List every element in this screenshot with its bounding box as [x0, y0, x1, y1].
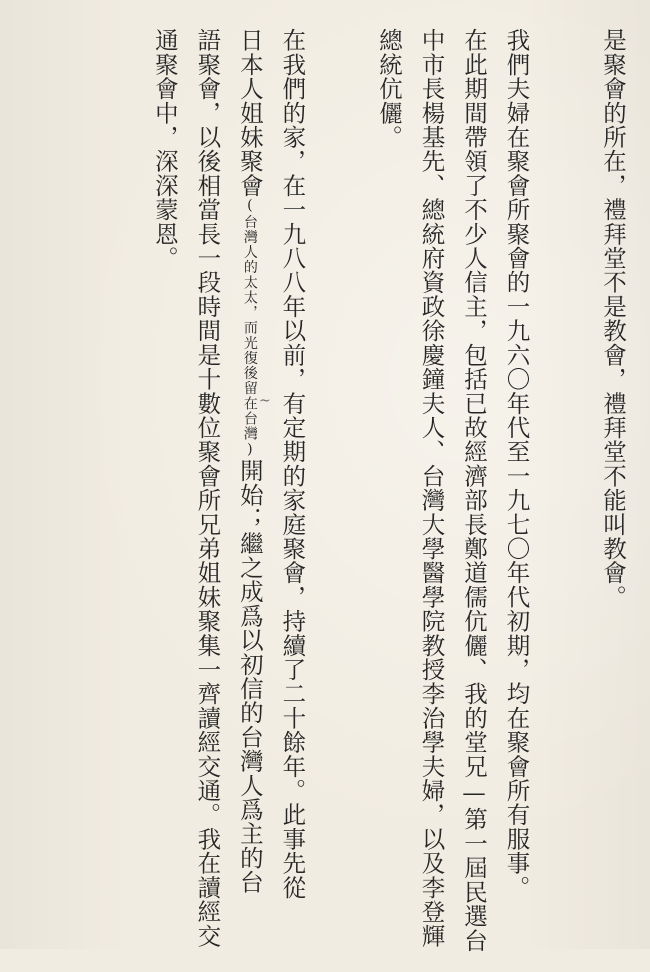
stray-ink-mark: ~ [259, 393, 271, 409]
text-line-1: 是聚會的所在，禮拜堂不是教會，禮拜堂不能叫教會。 [599, 28, 627, 609]
text-line-8: 語聚會，以後相當長一段時間是十數位聚會所兄弟姐妹聚集一齊讀經交通。我在讀經交 [193, 28, 222, 948]
text-line-7-annotation: (台灣人的太太，而光復後留在台灣) [241, 197, 258, 459]
text-line-4: 中市長楊基先、總統府資政徐慶鐘夫人、台灣大學醫學院教授李治學夫婦，以及李登輝 [417, 28, 446, 948]
spacer [123, 28, 143, 928]
text-line-5: 總統伉儷。 [374, 28, 403, 150]
text-line-7c: 開始；繼之成爲以初信的台灣人爲主的台 [235, 458, 264, 895]
section-heading [0, 28, 123, 928]
vertical-text-body [0, 28, 634, 953]
text-line-7 [228, 28, 271, 928]
text-line-2: 我們夫婦在聚會所聚會的一九六〇年代至一九七〇年代初期，均在聚會所有服事。 [502, 28, 531, 900]
text-line-6: 在我們的家，在一九八八年以前，有定期的家庭聚會，持續了二十餘年。此事先從 [278, 28, 307, 900]
text-line-3: 在此期間帶領了不少人信主，包括已故經濟部長鄭道儒伉儷、我的堂兄—第一屆民選台 [459, 28, 488, 953]
text-line-9: 通聚會中，深深蒙恩。 [150, 28, 179, 271]
text-line-7a: 日本人姐妹聚會 [235, 28, 264, 198]
